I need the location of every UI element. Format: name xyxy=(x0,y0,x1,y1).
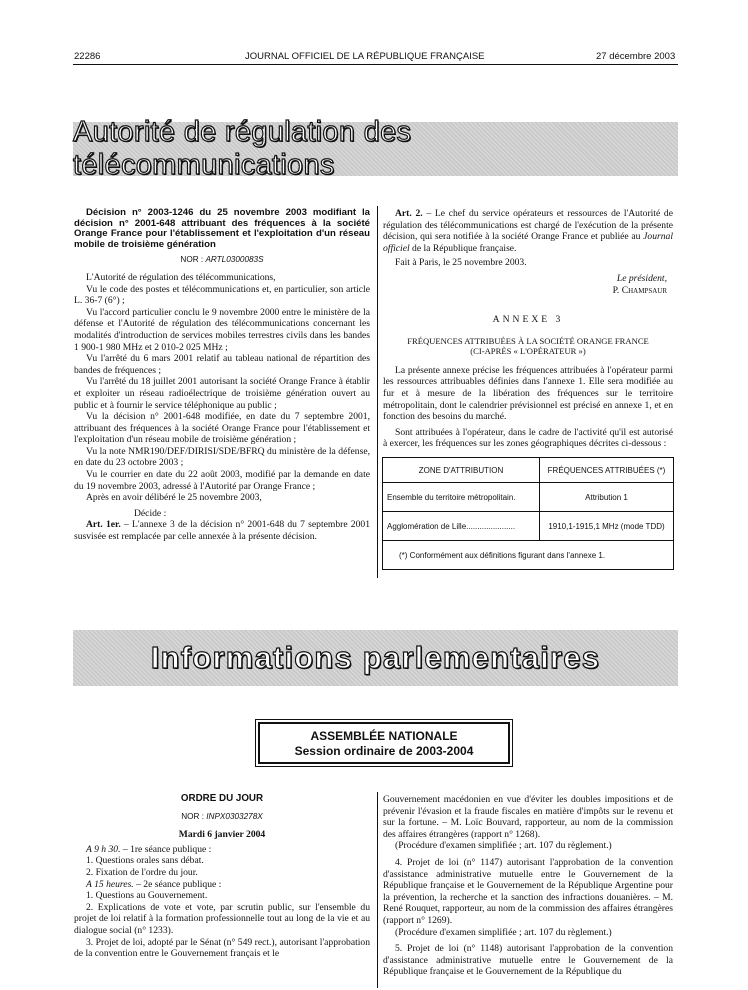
ordre-item: 4. Projet de loi (n° 1147) autorisant l'approbation de la convention d'assistance administrative mutuelle entre le Gouvernement de la République française et le Gouvernement de la République Argentine pour la prévention, la recherche et la sanction des infractions douanières. – M. René Rouquet, rapporteur, au nom de la commission des affaires étrangères (rapport n° 1269). xyxy=(383,856,673,926)
ordre-line: A 15 heures. – 2e séance publique : xyxy=(86,878,222,890)
ordre-column-left xyxy=(74,794,370,960)
table-row xyxy=(383,512,673,541)
paragraph: Vu la décision n° 2001-648 modifiée, en date du 7 septembre 2001, attribuant des fréquences à la société Orange France pour l'établissement et l'exploitation d'un réseau mobile de troisième génération ; xyxy=(74,411,370,446)
ordre-nor: NOR : INPX0303278X xyxy=(181,811,263,821)
ordre-paragraph: (Procédure d'examen simplifiée ; art. 107 du règlement.) xyxy=(395,926,612,938)
ordre-title: ORDRE DU JOUR xyxy=(180,793,264,804)
decision-nor: NOR : ARTL0300083S xyxy=(180,255,264,265)
page-number: 22286 xyxy=(74,51,101,62)
annexe-subtitle: FRÉQUENCES ATTRIBUÉES À LA SOCIÉTÉ ORANGE FRANCE (CI-APRÈS « L'OPÉRATEUR ») xyxy=(407,335,649,357)
journal-title: JOURNAL OFFICIEL DE LA RÉPUBLIQUE FRANÇAISE xyxy=(245,51,485,62)
decision-title: Décision n° 2003-1246 du 25 novembre 2003 modifiant la décision n° 2001-648 attribuant des fréquences à la société Orange France pour l'établissement et l'exploitation d'un réseau mobile de troisième génération xyxy=(74,207,370,250)
ordre-line: A 9 h 30. – 1re séance publique : xyxy=(86,843,212,855)
table xyxy=(383,458,673,569)
table-cell: Attribution 1 xyxy=(540,483,674,512)
table-note: (*) Conformément aux définitions figurant dans l'annexe 1. xyxy=(383,541,673,570)
paragraph: Vu le code des postes et télécommunications et, en particulier, son article L. 36-7 (6°) ; xyxy=(74,283,370,307)
ordre-line: 2. Fixation de l'ordre du jour. xyxy=(86,866,198,878)
ordre-paragraph: Gouvernement macédonien en vue d'éviter les doubles impositions et de prévenir l'évasion et la fraude fiscales en matière d'impôts sur le revenu et sur la fortune. – M. Loïc Bouvard, rapporteur, au nom de la commission des affaires étrangères (rapport n° 1268). xyxy=(383,794,673,840)
decision-visas xyxy=(74,272,370,504)
table-note-row xyxy=(383,541,673,570)
table-cell: Agglomération de Lille...................... xyxy=(383,512,540,541)
paragraph: Après en avoir délibéré le 25 novembre 2003, xyxy=(86,492,262,504)
ordre-line: 1. Questions au Gouvernement. xyxy=(86,890,208,902)
decision-column xyxy=(74,208,370,543)
signature: Le président, P. Champsaur xyxy=(612,272,667,296)
table-header-row xyxy=(383,458,673,483)
frequency-table xyxy=(382,457,674,570)
ordre-column-right xyxy=(383,794,673,978)
paragraph: Vu l'accord particulier conclu le 9 novembre 2000 entre le ministère de la défense et l'Autorité de régulation des télécommunications concernant les modalités d'introduction de services mobiles terrestres civils dans les bandes 1 900-1 980 MHz et 2 010-2 025 MHz ; xyxy=(74,306,370,353)
paragraph: Vu l'arrêté du 6 mars 2001 relatif au tableau national de répartition des bandes de fréquences ; xyxy=(74,353,370,376)
annexe-paragraph: Sont attribuées à l'opérateur, dans le cadre de l'activité qu'il est autorisé à exercer, les fréquences sur les zones géographiques décrites ci-dessous : xyxy=(383,426,673,450)
section-banner-parlementaires xyxy=(73,630,678,686)
table-row xyxy=(383,483,673,512)
fait-a: Fait à Paris, le 25 novembre 2003. xyxy=(395,257,527,269)
table-cell: Ensemble du territoire métropolitain. xyxy=(383,483,540,512)
article-2: Art. 2. – Le chef du service opérateurs et ressources de l'Autorité de régulation des télécommunications est chargé de l'exécution de la présente décision, qui sera notifiée à la société Orange France et publiée au Journal officiel de la République française. xyxy=(383,208,673,254)
paragraph: Vu l'arrêté du 18 juillet 2001 autorisant la société Orange France à établir et exploiter un réseau radioélectrique de troisième génération ouvert au public et à fournir le service téléphonique au public ; xyxy=(74,376,370,411)
banner-title: Autorité de régulation des télécommunications xyxy=(73,116,412,181)
ordre-date: Mardi 6 janvier 2004 xyxy=(178,829,266,841)
section-banner-arcep xyxy=(73,116,678,181)
annexe-title: ANNEXE 3 xyxy=(492,314,564,326)
paragraph: Vu la note NMR190/DEF/DIRISI/SDE/BFRQ du ministère de la défense, en date du 23 octobre 2003 ; xyxy=(74,445,370,469)
article-1: Art. 1er. – L'annexe 3 de la décision n° 2001-648 du 7 septembre 2001 susvisée est remplacée par celle annexée à la présente décision. xyxy=(74,519,370,543)
ordre-item: 5. Projet de loi (n° 1148) autorisant l'approbation de la convention d'assistance administrative mutuelle entre le Gouvernement de la République française et le Gouvernement de la République du xyxy=(383,943,673,978)
decision-column-right xyxy=(383,208,673,450)
assemblee-box: ASSEMBLÉE NATIONALE Session ordinaire de 2003-2004 xyxy=(258,722,510,764)
column-header: FRÉQUENCES ATTRIBUÉES (*) xyxy=(540,458,674,483)
ordre-line: 1. Questions orales sans débat. xyxy=(86,855,204,867)
banner-title: Informations parlementaires xyxy=(150,640,601,675)
column-header: ZONE D'ATTRIBUTION xyxy=(383,458,540,483)
paragraph: L'Autorité de régulation des télécommunications, xyxy=(86,271,276,283)
table-cell: 1910,1-1915,1 MHz (mode TDD) xyxy=(540,512,674,541)
ordre-item: 3. Projet de loi, adopté par le Sénat (n° 549 rect.), autorisant l'approbation de la convention entre le Gouvernement français et le xyxy=(74,936,370,960)
column-divider xyxy=(377,792,378,988)
ordre-paragraph: (Procédure d'examen simplifiée ; art. 107 du règlement.) xyxy=(395,840,612,852)
issue-date: 27 décembre 2003 xyxy=(596,51,676,62)
header-rule xyxy=(73,64,678,65)
decide-label: Décide : xyxy=(134,507,167,519)
paragraph: Vu le courrier en date du 22 août 2003, modifié par la demande en date du 19 novembre 2003, adressé à l'Autorité par Orange France ; xyxy=(74,469,370,492)
annexe-paragraph: La présente annexe précise les fréquences attribuées à l'opérateur parmi les ressources attribuables définies dans l'annexe 1. Elle sera modifiée au fur et à mesure de la libération des fréquences sur le territoire métropolitain, dont le calendrier prévisionnel est précisé en annexe 1, et en fonction des besoins du marché. xyxy=(383,364,673,423)
column-divider xyxy=(377,206,378,578)
ordre-item: 2. Explications de vote et vote, par scrutin public, sur l'ensemble du projet de loi relatif à la formation professionnelle tout au long de la vie et au dialogue social (n° 1233). xyxy=(74,901,370,936)
